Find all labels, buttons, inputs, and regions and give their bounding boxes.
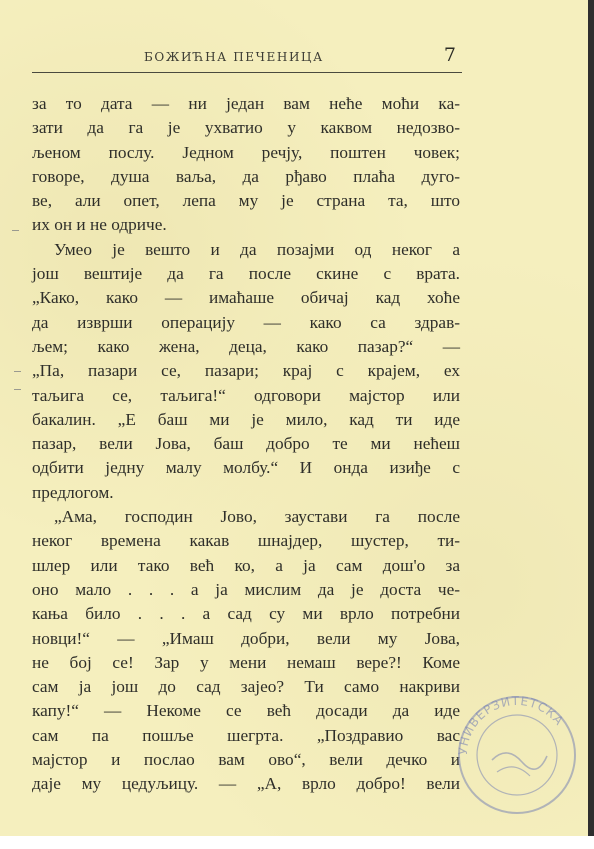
text-line: љеном послу. Једном речју, поштен човек;	[32, 142, 460, 162]
text-line: још вештије да га после скине с врата.	[32, 264, 460, 284]
text-line: сам ја још до сад зајео? Ти само накриви	[32, 677, 460, 697]
text-line: да изврши операцију — како са здрав-	[32, 312, 460, 332]
text-line: шлер или тако већ ко, а ја сам дош'о за	[32, 555, 460, 575]
text-line: за то дата — ни један вам неће моћи ка-	[32, 94, 460, 113]
text-line: ве, али опет, лепа му је страна та, што	[32, 191, 460, 211]
text-line: Умео је вешто и да позајми од неког а	[54, 239, 460, 259]
text-line: кања било . . . а сад су ми врло потребни	[32, 604, 460, 624]
text-line: не бој се! Зар у мени немаш вере?! Коме	[32, 652, 460, 672]
margin-mark	[14, 389, 21, 390]
text-line: мајстор и послао вам ово“, вели дечко и	[32, 750, 460, 770]
svg-text:УНИВЕРЗИТЕТСКА	[456, 694, 567, 755]
text-line: бакалин. „Е баш ми је мило, кад ти иде	[32, 409, 460, 429]
text-line: предлогом.	[32, 482, 114, 502]
text-line: пазар, вели Јова, баш добро те ми нећеш	[32, 434, 460, 454]
text-line: их он и не одриче.	[32, 215, 167, 235]
text-line: оно мало . . . а ја мислим да је доста че-	[32, 579, 460, 599]
text-line: „Ама, господин Јово, заустави га после	[54, 507, 460, 527]
scan-edge-bottom	[0, 836, 594, 849]
stamp-text: УНИВЕРЗИТЕТСКА	[455, 693, 567, 756]
running-title: БОЖИЋНА ПЕЧЕНИЦА	[144, 50, 324, 64]
text-line: сам па пошље шегрта. „Поздравио вас	[32, 725, 460, 745]
scan-edge-right	[588, 0, 594, 849]
library-stamp-icon	[452, 690, 582, 820]
text-line: „Како, како — имаћаше обичај кад хоће	[32, 288, 460, 308]
text-line: љем; како жена, деца, како пазар?“ —	[32, 336, 460, 356]
text-line: новци!“ — „Имаш добри, вели му Јова,	[32, 628, 460, 648]
text-line: говоре, душа ваља, да рђаво плаћа дуго-	[32, 166, 460, 186]
text-line: зати да га је ухватио у каквом недозво-	[32, 118, 460, 138]
text-line: неког времена какав шнајдер, шустер, ти-	[32, 531, 460, 551]
text-line: капу!“ — Некоме се већ досади да иде	[32, 701, 460, 721]
text-line: „Па, пазари се, пазари; крај с крајем, ех	[32, 361, 460, 381]
text-line: одбити једну малу молбу.“ И онда изиђе с	[32, 458, 460, 478]
text-line: таљига се, таљига!“ одговори мајстор или	[32, 385, 460, 405]
page-header	[32, 44, 462, 73]
margin-mark	[14, 371, 21, 372]
margin-mark	[12, 230, 19, 231]
page-number: 7	[443, 44, 456, 66]
body-text	[32, 92, 460, 797]
text-line: даје му цедуљицу. — „А, врло добро! вели	[32, 774, 460, 794]
